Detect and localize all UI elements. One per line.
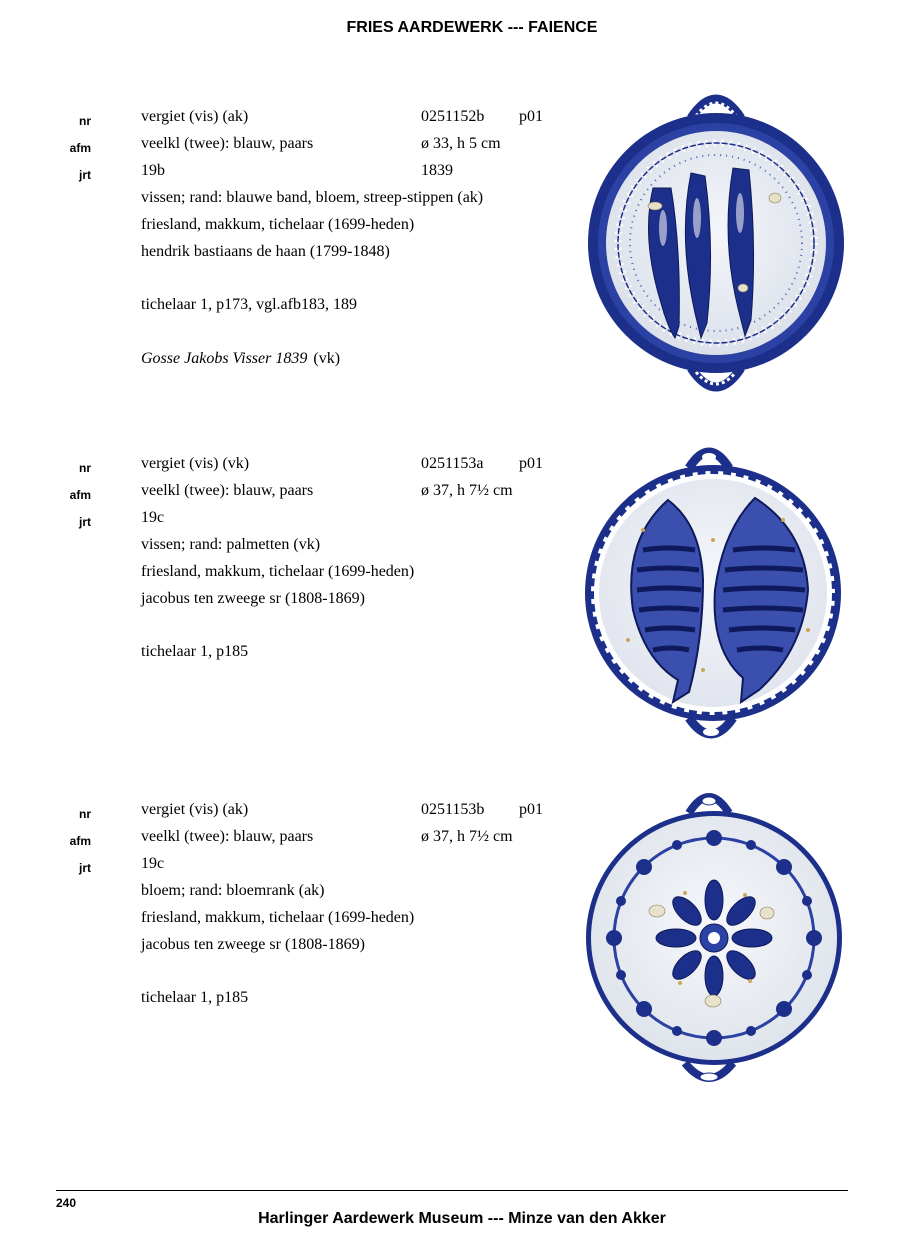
- label-jrt: jrt: [79, 861, 91, 875]
- value-fabrikaat: friesland, makkum, tichelaar (1699-heden): [141, 563, 415, 580]
- value-voorstelling: vissen; rand: blauwe band, bloem, streep-stippen (ak): [141, 189, 484, 206]
- value-voorstelling: bloem; rand: bloemrank (ak): [141, 882, 325, 899]
- field-opschrift: [0, 1043, 580, 1070]
- label-nr: nr: [79, 461, 91, 475]
- label-nr: nr: [79, 114, 91, 128]
- field-fabrikaat: [0, 216, 580, 243]
- field-voorwerp: [0, 455, 580, 482]
- catalog-entry: [0, 455, 900, 785]
- catalog-entry: [0, 108, 900, 438]
- label-afm: afm: [69, 488, 91, 502]
- field-fabrikaat: [0, 909, 580, 936]
- value-schilder: hendrik bastiaans de haan (1799-1848): [141, 243, 390, 260]
- value-datering: 19c: [141, 855, 165, 872]
- value-literatuur: tichelaar 1, p185: [141, 643, 249, 660]
- footer-text: Harlinger Aardewerk Museum --- Minze van den Akker: [258, 1210, 666, 1227]
- field-datering: [0, 855, 580, 882]
- field-voorbeeld: [0, 617, 580, 644]
- value-kleur: veelkl (twee): blauw, paars: [141, 828, 314, 845]
- field-schilder: [0, 936, 580, 963]
- value-fabrikaat: friesland, makkum, tichelaar (1699-heden): [141, 909, 415, 926]
- value-opschrift: [141, 350, 340, 368]
- field-kleur: [0, 135, 580, 162]
- field-voorwerp: [0, 801, 580, 828]
- page-number: 240: [56, 1196, 77, 1210]
- field-schilder: [0, 243, 580, 270]
- field-opmerking: [0, 323, 580, 350]
- field-literatuur: [0, 643, 580, 670]
- value-datering: 19c: [141, 509, 165, 526]
- value-datering: 19b: [141, 162, 165, 179]
- field-datering: [0, 162, 580, 189]
- value-voorstelling: vissen; rand: palmetten (vk): [141, 536, 321, 553]
- field-voorstelling: [0, 189, 580, 216]
- value-afm: ø 37, h 7½ cm: [421, 482, 513, 499]
- field-voorwerp: [0, 108, 580, 135]
- value-kleur: veelkl (twee): blauw, paars: [141, 482, 314, 499]
- value-schilder: jacobus ten zweege sr (1808-1869): [141, 936, 365, 953]
- value-voorwerp: vergiet (vis) (ak): [141, 108, 249, 125]
- value-nr: 0251152b: [421, 108, 485, 125]
- field-kleur: [0, 828, 580, 855]
- value-afm: ø 33, h 5 cm: [421, 135, 501, 152]
- value-page: p01: [519, 801, 543, 818]
- field-opmerking: [0, 670, 580, 697]
- value-page: p01: [519, 455, 543, 472]
- field-literatuur: [0, 989, 580, 1016]
- field-voorstelling: [0, 536, 580, 563]
- value-schilder: jacobus ten zweege sr (1808-1869): [141, 590, 365, 607]
- field-opschrift: [0, 350, 580, 377]
- label-jrt: jrt: [79, 168, 91, 182]
- label-afm: afm: [69, 141, 91, 155]
- value-voorwerp: vergiet (vis) (ak): [141, 801, 249, 818]
- label-jrt: jrt: [79, 515, 91, 529]
- field-schilder: [0, 590, 580, 617]
- value-afm: ø 37, h 7½ cm: [421, 828, 513, 845]
- field-opschrift: [0, 697, 580, 724]
- value-fabrikaat: friesland, makkum, tichelaar (1699-heden): [141, 216, 415, 233]
- field-opmerking: [0, 1016, 580, 1043]
- colander-photo-flower: [585, 783, 847, 1093]
- colander-photo-flatfish: [583, 440, 847, 745]
- opschrift-text: Gosse Jakobs Visser 1839: [141, 350, 308, 367]
- opschrift-suffix: (vk): [313, 350, 341, 367]
- field-fabrikaat: [0, 563, 580, 590]
- field-voorbeeld: [0, 963, 580, 990]
- colander-photo-fish-standing: [583, 88, 849, 404]
- value-nr: 0251153b: [421, 801, 485, 818]
- footer-divider: [56, 1190, 848, 1191]
- value-nr: 0251153a: [421, 455, 484, 472]
- field-voorstelling: [0, 882, 580, 909]
- value-kleur: veelkl (twee): blauw, paars: [141, 135, 314, 152]
- catalog-entry: [0, 801, 900, 1131]
- field-voorbeeld: [0, 270, 580, 297]
- label-nr: nr: [79, 807, 91, 821]
- value-literatuur: tichelaar 1, p185: [141, 989, 249, 1006]
- field-datering: [0, 509, 580, 536]
- value-voorwerp: vergiet (vis) (vk): [141, 455, 250, 472]
- label-afm: afm: [69, 834, 91, 848]
- field-literatuur: [0, 296, 580, 323]
- value-page: p01: [519, 108, 543, 125]
- field-kleur: [0, 482, 580, 509]
- value-literatuur: tichelaar 1, p173, vgl.afb183, 189: [141, 296, 357, 313]
- page-title: FRIES AARDEWERK --- FAIENCE: [346, 19, 598, 36]
- value-jrt: 1839: [421, 162, 453, 179]
